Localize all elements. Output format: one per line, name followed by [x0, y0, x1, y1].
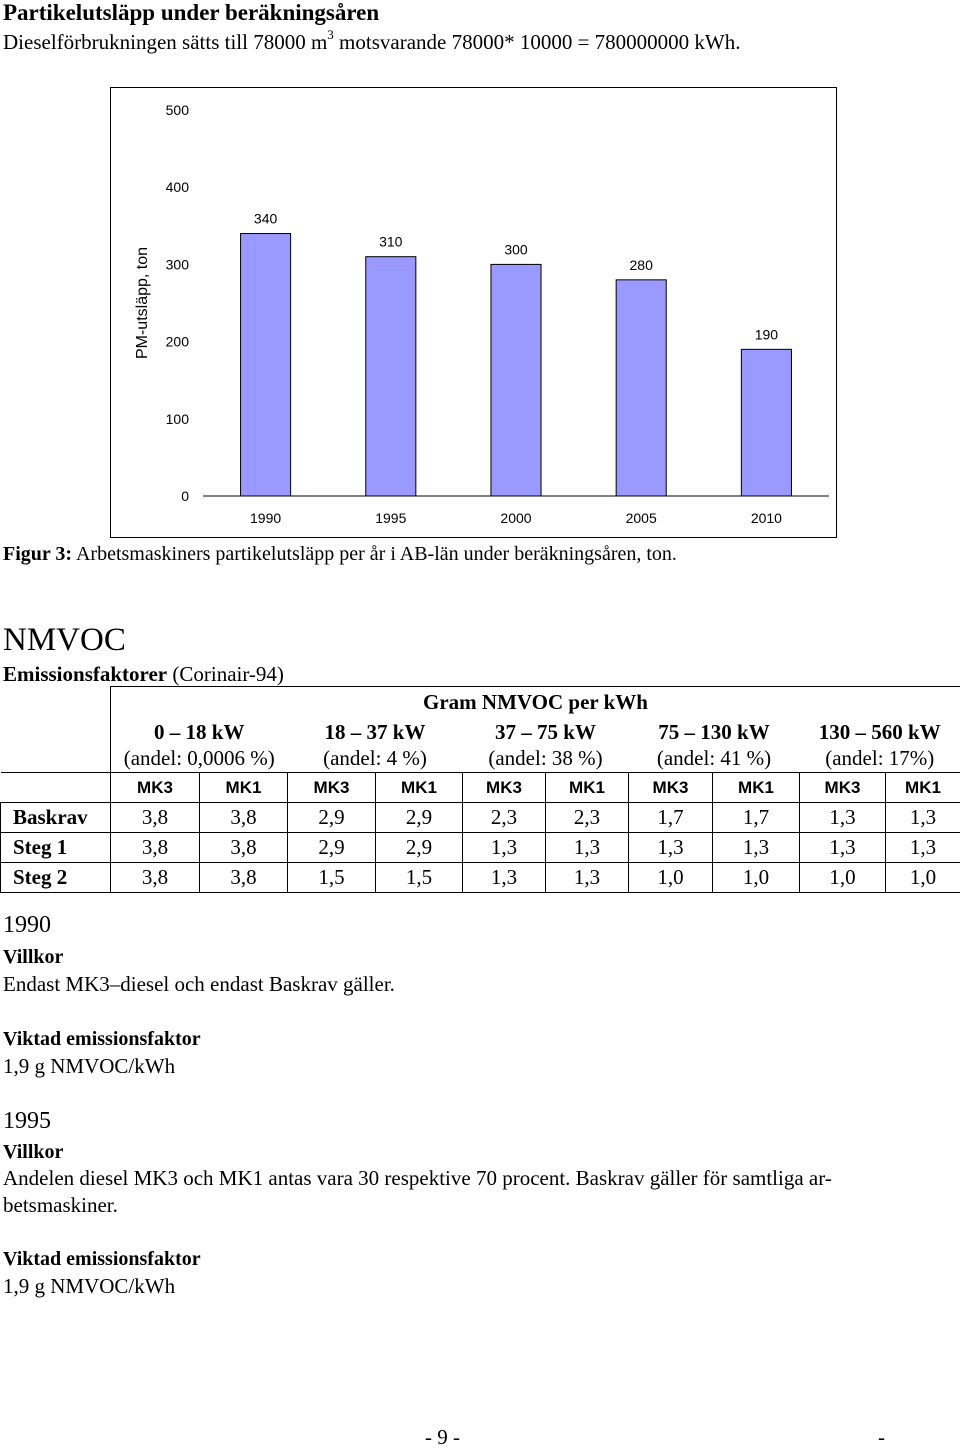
y-tick-label: 200	[166, 334, 190, 350]
page-heading: Partikelutsläpp under beräkningsåren	[3, 0, 379, 26]
section-factor-label-1995: Viktad emissionsfaktor	[3, 1248, 201, 1271]
table-power-range-row	[1, 717, 960, 773]
power-range-cell	[111, 717, 288, 773]
fuel-consumption-text	[3, 30, 741, 55]
section-factor-value-1990: 1,9 g NMVOC/kWh	[3, 1054, 175, 1079]
section-villkor-text-1995-line2: betsmaskiner.	[3, 1193, 118, 1218]
emission-factors-table	[0, 686, 960, 893]
section-year-1990: 1990	[3, 912, 51, 939]
section-factor-value-1995: 1,9 g NMVOC/kWh	[3, 1274, 175, 1299]
table-cell: 1,3	[800, 833, 886, 863]
fuel-text-part2: motsvarande 78000* 10000 = 780000000 kWh.	[334, 30, 741, 54]
bar-data-label: 190	[755, 326, 779, 342]
y-tick-label: 0	[181, 488, 189, 504]
y-axis-label: PM-utsläpp, ton	[134, 247, 151, 359]
row-label: Steg 2	[1, 863, 111, 893]
power-range-label: 130 – 560 kW	[800, 719, 960, 745]
power-range-label: 18 – 37 kW	[288, 719, 463, 745]
subcolumn-header: MK1	[546, 773, 629, 803]
table-cell: 3,8	[200, 833, 288, 863]
table-cell: 2,3	[546, 803, 629, 833]
power-range-label: 37 – 75 kW	[463, 719, 629, 745]
y-tick-label: 300	[166, 256, 190, 272]
table-cell: 2,9	[288, 803, 376, 833]
power-range-label: 0 – 18 kW	[111, 719, 288, 745]
bar-data-label: 310	[379, 234, 403, 250]
table-cell: 1,3	[713, 833, 800, 863]
subcolumn-header: MK1	[713, 773, 800, 803]
table-cell: 1,3	[546, 833, 629, 863]
power-range-cell	[629, 717, 800, 773]
table-group-header-row	[1, 687, 960, 718]
table-cell: 3,8	[111, 863, 200, 893]
power-range-label: 75 – 130 kW	[629, 719, 800, 745]
figure-caption-text: Arbetsmaskiners partikelutsläpp per år i AB-län under beräkningsåren, ton.	[72, 543, 677, 565]
power-range-share: (andel: 38 %)	[463, 745, 629, 771]
table-subcolumn-row	[1, 773, 960, 803]
table-cell: 1,0	[629, 863, 713, 893]
table-cell: 3,8	[200, 863, 288, 893]
table-cell: 2,3	[463, 803, 546, 833]
table-cell: 3,8	[111, 833, 200, 863]
figure-caption-label: Figur 3:	[3, 543, 72, 565]
power-range-cell	[463, 717, 629, 773]
emission-factors-label	[3, 662, 284, 687]
table-cell: 2,9	[376, 833, 463, 863]
emission-factors-source: (Corinair-94)	[167, 662, 284, 686]
section-factor-label-1990: Viktad emissionsfaktor	[3, 1028, 201, 1051]
x-tick-label: 1990	[250, 510, 281, 526]
bar	[491, 264, 541, 496]
y-tick-label: 500	[166, 102, 190, 118]
power-range-share: (andel: 4 %)	[288, 745, 463, 771]
subcolumn-header: MK3	[111, 773, 200, 803]
subcolumn-header: MK3	[463, 773, 546, 803]
x-tick-label: 2005	[626, 510, 657, 526]
power-range-share: (andel: 0,0006 %)	[111, 745, 288, 771]
bar	[616, 280, 666, 496]
table-cell: 2,9	[376, 803, 463, 833]
table-cell: 1,3	[629, 833, 713, 863]
power-range-cell	[288, 717, 463, 773]
section-villkor-text-1995-line1: Andelen diesel MK3 och MK1 antas vara 30 respektive 70 procent. Baskrav gäller för samtliga ar-	[3, 1166, 832, 1191]
group-header-cell	[111, 687, 960, 718]
table-cell: 3,8	[111, 803, 200, 833]
table-cell: 2,9	[288, 833, 376, 863]
page-number-right: -	[878, 1425, 885, 1450]
emission-factors-bold: Emissionsfaktorer	[3, 662, 167, 686]
bar-data-label: 340	[254, 211, 278, 227]
table-cell: 1,3	[463, 833, 546, 863]
table-row	[1, 833, 960, 863]
table-cell: 1,7	[629, 803, 713, 833]
row-label: Steg 1	[1, 833, 111, 863]
table-cell: 1,5	[376, 863, 463, 893]
power-range-share: (andel: 41 %)	[629, 745, 800, 771]
table-cell: 1,7	[713, 803, 800, 833]
table-cell: 1,3	[800, 803, 886, 833]
section-villkor-label-1990: Villkor	[3, 946, 63, 969]
x-tick-label: 2010	[751, 510, 782, 526]
power-range-cell	[800, 717, 960, 773]
table-cell: 1,3	[463, 863, 546, 893]
subcolumn-header: MK3	[629, 773, 713, 803]
table-row	[1, 803, 960, 833]
section-villkor-text-1990: Endast MK3–diesel och endast Baskrav gäller.	[3, 972, 395, 997]
bar	[366, 257, 416, 496]
nmvoc-title: NMVOC	[3, 622, 126, 659]
table-row	[1, 863, 960, 893]
subcolumn-header: MK3	[288, 773, 376, 803]
table-cell: 1,3	[546, 863, 629, 893]
subcolumn-header: MK1	[200, 773, 288, 803]
y-tick-label: 100	[166, 411, 190, 427]
section-year-1995: 1995	[3, 1108, 51, 1135]
row-label: Baskrav	[1, 803, 111, 833]
bar-data-label: 280	[630, 257, 654, 273]
pm-emissions-bar-chart	[111, 88, 838, 539]
chart-frame	[110, 87, 837, 538]
cubic-superscript: 3	[327, 27, 334, 42]
table-cell: 1,5	[288, 863, 376, 893]
table-cell: 1,0	[886, 863, 960, 893]
subcolumn-header: MK1	[376, 773, 463, 803]
group-header-text: Gram NMVOC per kWh	[423, 690, 648, 714]
x-tick-label: 2000	[500, 510, 531, 526]
table-cell: 1,0	[713, 863, 800, 893]
power-range-share: (andel: 17%)	[800, 745, 960, 771]
table-cell: 3,8	[200, 803, 288, 833]
section-villkor-label-1995: Villkor	[3, 1141, 63, 1164]
bar-data-label: 300	[504, 241, 528, 257]
x-tick-label: 1995	[375, 510, 406, 526]
y-tick-label: 400	[166, 179, 190, 195]
subcolumn-header: MK3	[800, 773, 886, 803]
bar	[741, 349, 791, 496]
bar	[241, 234, 291, 496]
table-cell: 1,3	[886, 803, 960, 833]
fuel-text-part1: Dieselförbrukningen sätts till 78000 m	[3, 30, 327, 54]
page-number-center: - 9 -	[425, 1425, 460, 1450]
table-cell: 1,0	[800, 863, 886, 893]
subcolumn-header: MK1	[886, 773, 960, 803]
table-cell: 1,3	[886, 833, 960, 863]
figure-caption	[3, 543, 677, 566]
